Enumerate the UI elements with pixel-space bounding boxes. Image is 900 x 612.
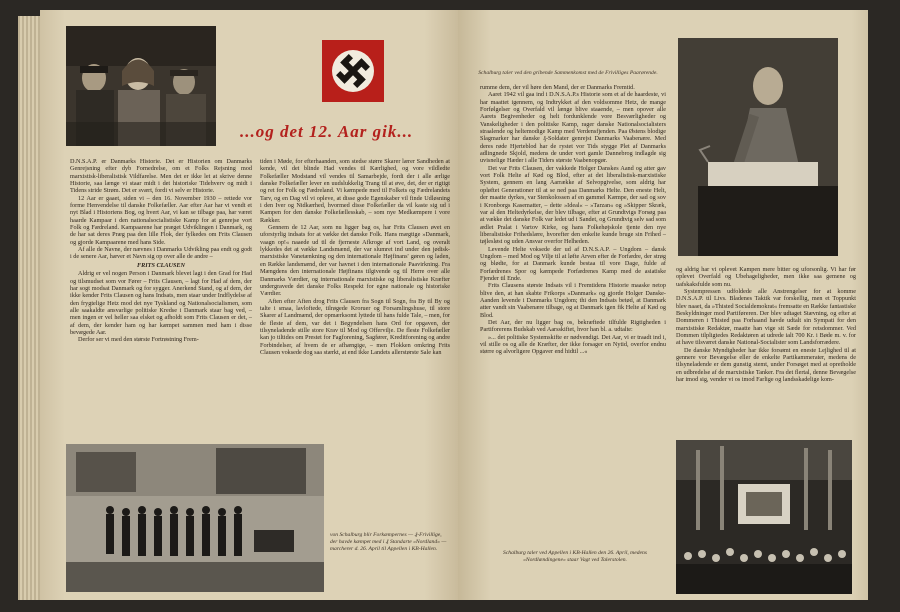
paragraph: Aften efter Aften drog Frits Clausen fra Sogn til Sogn, fra By til By og talte i smaa, lavloftede, tilrøgede Kroruer og Forsamlingshuse, til store Skarer af Landmænd, der opmærksomt lyttede til hans fulde Tale, – men, for de fleste af dem, var det i Begyndelsen hans Ord for opgaven, der tilsyneladende stille store Krav til Mod og Offervilje. De fleste Folkefæller kan jo tiltides om Prestet for Fagforening, Sagfører, Kreditforening og andre Forbindelser, af hvem de er afhængige, – men Flokken omkring Frits Clausen voksede dog saa stærkt, at end ikke Landets allerstørste Sale kan	[260, 297, 450, 356]
paragraph: Levende Helte voksede der ud af D.N.S.A.P. – Ungdom – dansk Ungdom – med Mod og Vilje til at løfte Arven efter de Forfædre, der strøg og blødte, for at Danmark kunde bestaa til vore Dage, fulde af Forfædrenes Spor og kæmpede Forfædrenes Kamp med de asiatiske Fjender til Ende.	[480, 245, 666, 282]
parade-caption: von Schalburg blir Forkæmpernes — ₰-Frivillige, der havde kæmpet med i ₰ Standarte »Nordland« — marcherer d. 26. April til Appellen i KB-Hallen.	[330, 532, 447, 552]
paragraph: De danske Myndigheder har ikke forsømt en eneste Lejlighed til at gennere vor Bevægelse eller de enkelte Partikammerater, medens de tilsyneladende er dem gunstig stemt, under Forsøget med at opretholde en udbredelse af de marxistiske Tanker. Fra det flertal, denne Bevægelse har imod sig, vender vi os imod Farlige og landsskadelige kom-	[676, 346, 856, 384]
paragraph: og aldrig har vi oplevet Kampen mere bitter og uforsonlig. Vi har før oplevet Overfald og Ubehageligheder, men ikke saa gemene og uafskaksfulde som nu.	[676, 266, 856, 288]
page-stack-edge	[18, 16, 40, 600]
paragraph: 12 Aar er gaaet, siden vi – den 16. November 1930 – rettede vor forme Henvendelse til danske Folkefæller. Aar efter Aar har vi vendt et nyt Blad i Historiens Bog, og hvert Aar, vi kan se tilbage paa, har været haarde Kampaar i den nationalsocialistiske Kamp for at genrejse vort Folk og Fædreland. Kampaarene har præget Udviklingen i Danmark, og de har sat deres Præg paa den lille Flok, der fylkedes om Frits Clausen og gjorde Kampaarene med hans Side.	[70, 194, 252, 246]
paragraph: »... det politiske Systemskifte er nødvendigt. Det Aar, vi er traadt ind i, vil stille os og alle de Kræfter, der ikke forsager en Nytid, overfor endnu større og alvorligere Opgaver end hidtil ...«	[480, 333, 666, 356]
paragraph: rumme dem, der vil høre den Mand, der er Danmarks Fremtid.	[480, 84, 635, 91]
hall-rally-photo	[676, 440, 852, 594]
right-page	[458, 10, 868, 600]
swastika-emblem	[322, 40, 384, 102]
paragraph: tiden i Møde, for efterhaanden, som stedse større Skarer lærer Sandheden at kende, vil det blinde Had vendes til Kærlighed, og vore vildledte Folkefæller Modstand vil vendes til Samarbejde, fordi der i alle ærlige danske Folkefæller lever en uudslukkelig Trang til at øve, det, der er rigtigt og ret for Folk og Fædreland. Vi kæmpede med til Folkets og Fædrelandets Tarv, og en Dag vil vi opleve, at disse gode Egenskaber vil finde Udløsning i den Iver og Nidkærhed, hvormed disse Folkefæller da vil kaste sig ud i Kampen for den danske Folkefællesskab, – som nye Medkæmpere i vore Rækker.	[260, 158, 450, 224]
magazine-spread	[18, 10, 884, 602]
headline: ...og det 12. Aar gik...	[240, 122, 414, 141]
paragraph: Det Aar, der nu ligger bag os, bekræftede tilfulde Rigtigheden i Partiforerens Budskab ved Aarsskiftet, hvor han bl. a. udtalte:	[480, 319, 666, 334]
paragraph: D.N.S.A.P. er Danmarks Historie. Det er Historien om Danmarks Genrejsning efter dyb Fornedrelse, om et Folks Rejsning mod marxistisk-liberalistisk Vildfarelse. Men det er ikke let at skrive denne Historie, saa længe vi staar midt i det historiske Tidehverv og midt i Tidens stride Strøm. Det er svært, fordi vi selv er Historie.	[70, 158, 252, 195]
subheading: FRITS CLAUSEN	[137, 261, 185, 269]
speaker-photo	[678, 38, 838, 256]
right-column-2	[676, 266, 856, 434]
right-column-1	[480, 84, 666, 534]
left-column-1	[70, 158, 252, 438]
paragraph: Derfor ser vi med den største Fortrøstning Frem-	[78, 336, 199, 344]
paragraph: Af alle de Navne, der nævnes i Danmarks Udvikling paa endt og godt i de senere Aar, hæver et Navn sig op over alle de andre –	[70, 246, 252, 261]
left-page	[40, 10, 458, 600]
hall-caption: Schalburg taler ved Appellen i KB-Hallen den 26. April, medens »Nordlændingene« staar Vagt ved Talerstolen.	[503, 550, 647, 563]
paragraph: Aldrig er vel nogen Person i Danmark blevet lagt i den Grad for Had og tilsmudset som vor Fører – Frits Clausen, – lagt for Had af dem, der har sogt modsat Danmark og for sygger. Anerkend Stand, og af dem, der ikke kender Frits Clausen og hans Indsats, men staar under Indflydelse af den frygtelige Hetz mod det nye Tyskland og Nationalsocialismen, som alle saakaldte ansvarlige politiske Kredse i Danmark staar bag ved, – men ingen er vel heller saa elsket og afholdt som Frits Clausen er det, – af dem, der kender ham og har kæmpet sammen med ham i disse bevægede Aar.	[70, 270, 252, 336]
parade-photo	[66, 444, 324, 592]
paragraph: Aaret 1942 vil gaa ind i D.N.S.A.P.s Historie som et af de haardeste, vi har maattet igennem, og Indtrykket af den voldsomme Hetz, de mange Forfølgelser og Overfald vil længe blive staaende, – men opover alle Aarets Begivenheder og helt fordunklende vore Besværligheder og Vanskeligheder i den politiske Kamp, rager danske Nationalsocialisters straalende og heltemodige Kamp med Verdensfjenden. Paa Østens blodige Slagmarker har danske ₰-Soldater genrejst Danmarks Vaabenære. Med deres røde Hjerteblod har de rystet vor Tids stygge Plet af Danmarks adlingnede Skjold, medens de under vort gamle Dannebrog indlagde sig uvisnelige Hæder i alle Tiders største Vaabenopgør.	[480, 91, 666, 165]
paragraph: Gennem de 12 Aar, som nu ligger bag os, har Frits Clausen øvet en uforstyrlig indsats for at vække det danske Folk. Hans mægtige »Danmark, vaagn op!« naaede ud til de fjerneste Afkroge af vort Land, og overalt lykkedes det at vække Landsmænd, der var slumret ind under den jødisk-marxistiske Vanetænkning og den internationale Højfinans' gøren og laden, en Række landsmænd, der var havnet i den internationale Paavirkning. Fra Mængdens den internationale Højfinans tilgivende og til Herre over alle Danmarks Værdier, og internationale marxistiske og liberalistiske Kræfter undergravede det danske Folks Respekt for egne nationale og historiske Værdier.	[260, 224, 450, 298]
paragraph: Systempressen udfoldede alle Anstrengelser for at komme D.N.S.A.P. til Livs. Bladenes Taktik var forskellig, men et Toppunkt blev naaet, da »Thisted Socialdemokrat« fremsatte en Række fantastiske Beskyldninger mod Partiføreren. Der blev udtaget Stævning, og efter at Dommeren i Thisted paa Forhaand havde udtalt sin Sympati for den marxistiske Redaktør, maatte han vige sit Sæde for retsdommer. Ved Dommen tilpligtedes Redaktøren at udrede ialt 700 Kr. i Bøde m. v. for at have tilsværet danske National-Socialister som Landsforrædere.	[676, 288, 856, 347]
paragraph: Det var Frits Clausen, der vakkede Holger Danskes Aand og atter gav vort Folk Helte af Kød og Blod, efter at det liberalistisk-marxistiske System, gennem en lang Aarrække af Selvopgivelse, som aldrig har opløftet Generationer til at se ned paa Danmarks Helte. Den eneste Helt, der maatte dyrkes, var Stenkolossen af en gammel Kæmpe, der sad og sov i Kronborgs Kasematter, – dette »Ideal« – »Tarzan« og »Skipper Skræk, var al den Heltedyrkelse, der blev tilbage, efter at Grundtvigs Forsøg paa at vække det danske Folk var ledet ud i Sandet, og Grundtvig selv sad som ædlet Pralat i Vartov Kirke, og hans Folkehøjskole tjente den nye liberalistiske Frihedslære, hvorefter den enkelte kunde bruge sin Frihed – tøjlesløst og uden Ansvar overfor Helheden.	[480, 164, 666, 246]
group-photo	[66, 26, 216, 146]
paragraph: Frits Clausens største Indsats vil i Fremtidens Historie maaske netop blive den, at han skabte Frikorps »Danmark« og gjorde Holger Danske-Aanden levende i Danmarks Ungdom; thi den Indsats betød, at Danmark atter vandt sin Vaabenære tilbage, og at Danmark igen fik Helte af Kød og Blod.	[480, 282, 666, 319]
speaker-caption: Schalburg taler ved den gribende Sammenkomst med de Frivilliges Paarørende.	[478, 70, 658, 76]
left-column-2	[260, 158, 450, 440]
